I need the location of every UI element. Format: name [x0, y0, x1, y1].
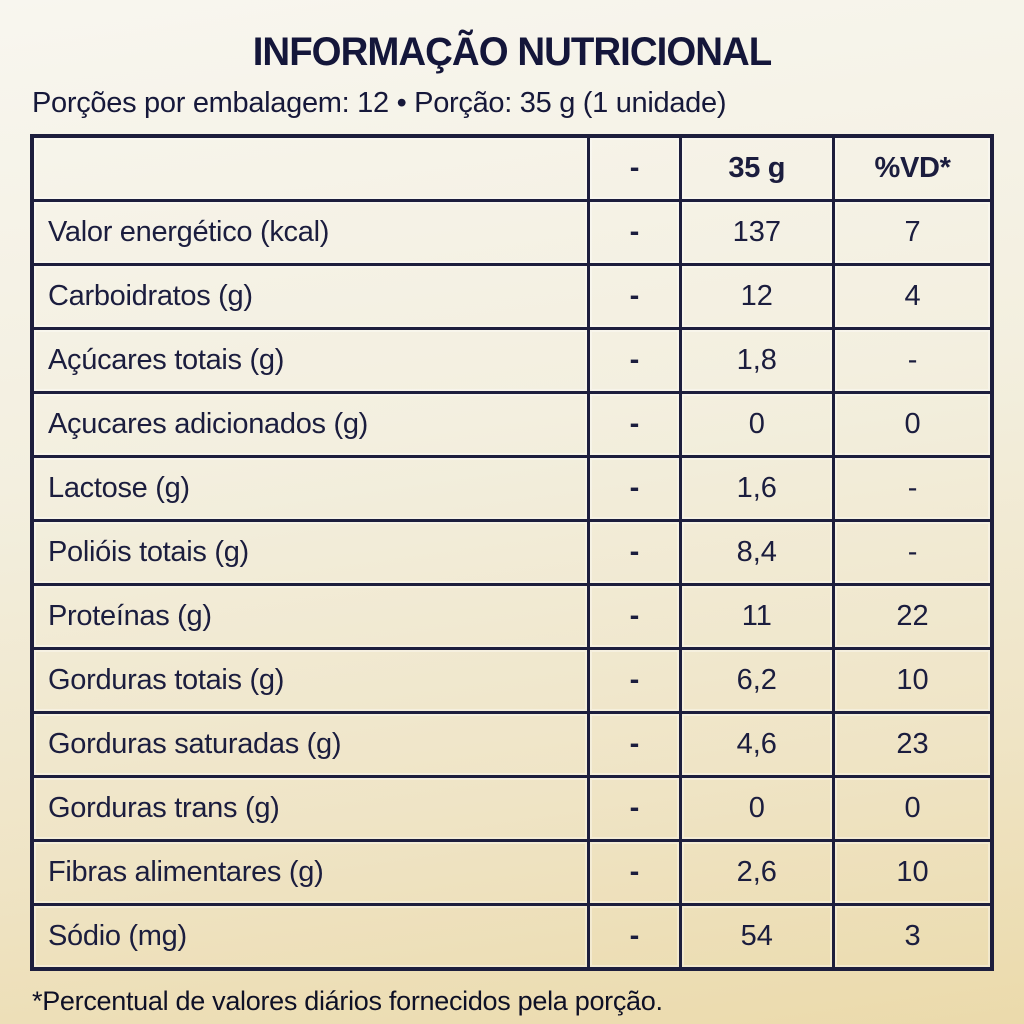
nutrient-label-cell: Lactose (g)	[32, 457, 589, 521]
table-header-row	[32, 136, 992, 201]
dash-cell: -	[589, 841, 680, 905]
amount-cell: 4,6	[680, 713, 834, 777]
nutrition-table	[30, 134, 994, 971]
nutrient-label-cell: Açucares adicionados (g)	[32, 393, 589, 457]
table-row-saturated-fat	[32, 713, 992, 777]
vd-cell: 23	[834, 713, 992, 777]
nutrient-label-cell: Valor energético (kcal)	[32, 201, 589, 265]
amount-cell: 1,6	[680, 457, 834, 521]
header-dash-cell: -	[589, 136, 680, 201]
nutrient-label-cell: Gorduras saturadas (g)	[32, 713, 589, 777]
nutrient-label-cell: Carboidratos (g)	[32, 265, 589, 329]
dash-cell: -	[589, 329, 680, 393]
nutrient-label-cell: Gorduras totais (g)	[32, 649, 589, 713]
vd-cell: 0	[834, 393, 992, 457]
table-row-sodium	[32, 905, 992, 970]
amount-cell: 8,4	[680, 521, 834, 585]
vd-cell: 10	[834, 841, 992, 905]
amount-cell: 54	[680, 905, 834, 970]
table-row-total-sugars	[32, 329, 992, 393]
amount-cell: 11	[680, 585, 834, 649]
nutrient-label-cell: Fibras alimentares (g)	[32, 841, 589, 905]
table-row-energy	[32, 201, 992, 265]
amount-cell: 12	[680, 265, 834, 329]
nutrient-label-cell: Açúcares totais (g)	[32, 329, 589, 393]
table-row-fiber	[32, 841, 992, 905]
amount-cell: 137	[680, 201, 834, 265]
table-row-polyols	[32, 521, 992, 585]
vd-cell: 0	[834, 777, 992, 841]
dash-cell: -	[589, 265, 680, 329]
header-vd-cell: %VD*	[834, 136, 992, 201]
table-row-lactose	[32, 457, 992, 521]
nutrient-label-cell: Proteínas (g)	[32, 585, 589, 649]
dash-cell: -	[589, 521, 680, 585]
vd-cell: -	[834, 521, 992, 585]
vd-cell: 3	[834, 905, 992, 970]
dash-cell: -	[589, 905, 680, 970]
amount-cell: 6,2	[680, 649, 834, 713]
footnote: *Percentual de valores diários fornecidos pela porção.	[32, 986, 663, 1016]
table-row-protein	[32, 585, 992, 649]
table-row-added-sugars	[32, 393, 992, 457]
vd-cell: 7	[834, 201, 992, 265]
dash-cell: -	[589, 393, 680, 457]
vd-cell: 22	[834, 585, 992, 649]
dash-cell: -	[589, 777, 680, 841]
header-portion-cell: 35 g	[680, 136, 834, 201]
table-row-trans-fat	[32, 777, 992, 841]
dash-cell: -	[589, 713, 680, 777]
dash-cell: -	[589, 585, 680, 649]
vd-cell: -	[834, 329, 992, 393]
table-row-total-fat	[32, 649, 992, 713]
amount-cell: 0	[680, 393, 834, 457]
vd-cell: 10	[834, 649, 992, 713]
vd-cell: -	[834, 457, 992, 521]
amount-cell: 1,8	[680, 329, 834, 393]
header-blank-cell	[32, 136, 589, 201]
dash-cell: -	[589, 457, 680, 521]
amount-cell: 2,6	[680, 841, 834, 905]
nutrient-label-cell: Sódio (mg)	[32, 905, 589, 970]
dash-cell: -	[589, 649, 680, 713]
page-title: INFORMAÇÃO NUTRICIONAL	[252, 30, 772, 74]
nutrient-label-cell: Polióis totais (g)	[32, 521, 589, 585]
nutrient-label-cell: Gorduras trans (g)	[32, 777, 589, 841]
amount-cell: 0	[680, 777, 834, 841]
servings-line: Porções por embalagem: 12 • Porção: 35 g (1 unidade)	[32, 87, 727, 119]
table-row-carbs	[32, 265, 992, 329]
dash-cell: -	[589, 201, 680, 265]
vd-cell: 4	[834, 265, 992, 329]
